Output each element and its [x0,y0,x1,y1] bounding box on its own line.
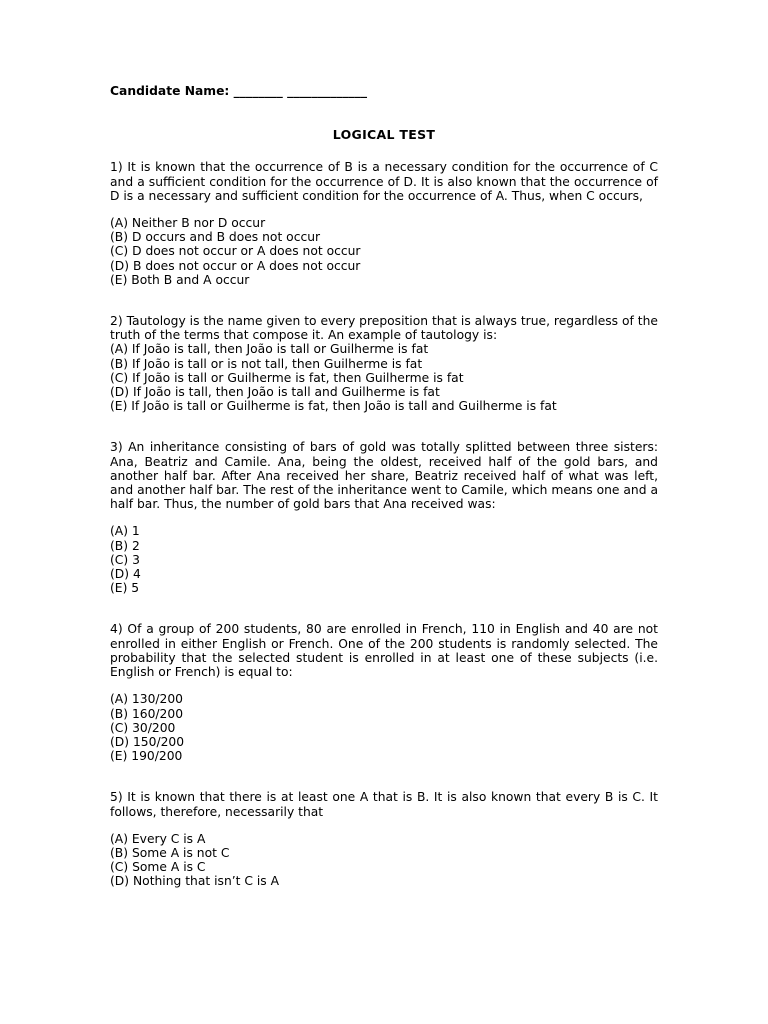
option-b: (B) 160/200 [110,706,184,721]
question-4 [110,622,658,763]
option-c: (C) 3 [110,552,140,567]
option-e: (E) Both B and A occur [110,272,250,287]
question-5 [110,790,658,888]
option-d: (D) 4 [110,567,141,582]
option-a: (A) 1 [110,524,140,539]
candidate-name-label: Candidate Name: ________ _____________ [110,84,368,98]
option-d: (D) Nothing that isn’t C is A [110,874,280,889]
option-c: (C) If João is tall or Guilherme is fat, then Guilherme is fat [110,370,464,385]
option-d: (D) If João is tall, then João is tall and Guilherme is fat [110,385,440,400]
question-4-text: 4) Of a group of 200 students, 80 are enrolled in French, 110 in English and 40 are not enrolled in either English or French. One of the 200 students is randomly selected. The probability that the selected student is enrolled in at least one of these subjects (i.e. English or French) is equal to: [110,622,658,680]
option-a: (A) Every C is A [110,831,206,846]
option-e: (E) If João is tall or Guilherme is fat, then João is tall and Guilherme is fat [110,399,557,414]
option-c: (C) D does not occur or A does not occur [110,244,361,259]
option-e: (E) 190/200 [110,749,183,764]
page-title: LOGICAL TEST [332,127,436,143]
option-a: (A) 130/200 [110,692,184,707]
option-a: (A) Neither B nor D occur [110,216,266,231]
question-3-text: 3) An inheritance consisting of bars of gold was totally splitted between three sisters: Ana, Beatriz and Camile. Ana, being the oldest, received half of the gold bars, and another half bar. After Ana received her share, Beatriz received half of what was left, and another half bar. The rest of the inheritance went to Camile, which means one and a half bar. Thus, the number of gold bars that Ana received was: [110,440,658,512]
question-1-options [110,216,658,287]
option-b: (B) D occurs and B does not occur [110,230,321,245]
question-2-options [110,342,658,413]
question-2 [110,314,658,413]
question-2-text: 2) Tautology is the name given to every preposition that is always true, regardless of the truth of the terms that compose it. An example of tautology is: [110,314,658,343]
question-5-text: 5) It is known that there is at least one A that is B. It is also known that every B is C. It follows, therefore, necessarily that [110,790,658,819]
option-c: (C) Some A is C [110,860,206,875]
option-e: (E) 5 [110,581,140,596]
option-b: (B) 2 [110,538,140,553]
question-3 [110,440,658,595]
option-a: (A) If João is tall, then João is tall or Guilherme is fat [110,342,429,357]
option-b: (B) If João is tall or is not tall, then Guilherme is fat [110,356,423,371]
question-4-options [110,692,658,763]
question-1 [110,160,658,287]
question-5-options [110,832,658,889]
option-c: (C) 30/200 [110,720,176,735]
question-3-options [110,524,658,595]
option-d: (D) 150/200 [110,734,185,749]
option-b: (B) Some A is not C [110,845,230,860]
option-d: (D) B does not occur or A does not occur [110,258,361,273]
document-page [110,84,658,889]
question-1-text: 1) It is known that the occurrence of B is a necessary condition for the occurrence of C and a sufficient condition for the occurrence of D. It is also known that the occurrence of D is a necessary and sufficient condition for the occurrence of A. Thus, when C occurs, [110,160,658,203]
